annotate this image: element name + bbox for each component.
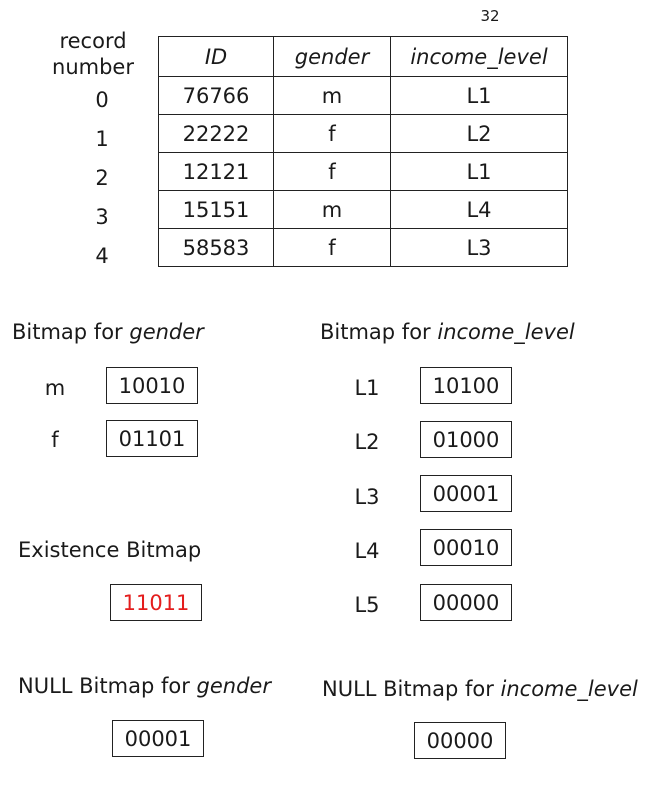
income-bitmap-title <box>320 320 575 344</box>
null-gender-bitmap-title-prefix: NULL Bitmap for <box>18 674 197 698</box>
gender-bitmap-title-prefix: Bitmap for <box>12 320 130 344</box>
cell-income-level: L1 <box>391 77 568 115</box>
table-row <box>159 229 568 267</box>
income-bitmap-box: 10100 <box>420 367 512 404</box>
income-bitmap-title-prefix: Bitmap for <box>320 320 438 344</box>
record-number-header-line2: number <box>52 55 134 79</box>
income-bitmap-box: 00010 <box>420 529 512 566</box>
cell-id: 12121 <box>159 153 274 191</box>
income-bitmap-box: 00001 <box>420 475 512 512</box>
record-number: 2 <box>95 166 109 190</box>
cell-id: 76766 <box>159 77 274 115</box>
record-number-header-line1: record <box>59 29 127 53</box>
gender-bitmap-title <box>12 320 204 344</box>
income-bitmap-key: L5 <box>354 593 380 617</box>
null-income-bitmap-title <box>322 677 638 701</box>
null-gender-bitmap-box: 00001 <box>112 720 204 757</box>
record-number-header <box>48 28 138 80</box>
cell-income-level: L2 <box>391 115 568 153</box>
cell-gender: f <box>274 115 391 153</box>
table-row <box>159 153 568 191</box>
income-bitmap-box: 00000 <box>420 584 512 621</box>
gender-bitmap-box: 01101 <box>106 420 198 457</box>
income-bitmap-key: L2 <box>354 430 380 454</box>
cell-id: 15151 <box>159 191 274 229</box>
cell-gender: m <box>274 77 391 115</box>
table-row <box>159 115 568 153</box>
column-header-income-level: income_level <box>391 37 568 77</box>
cell-id: 58583 <box>159 229 274 267</box>
gender-bitmap-title-attr: gender <box>129 320 204 344</box>
existence-bitmap-box: 11011 <box>110 584 202 621</box>
income-bitmap-key: L1 <box>354 376 380 400</box>
record-number: 0 <box>95 88 109 112</box>
null-income-bitmap-title-attr: income_level <box>500 677 638 701</box>
existence-bitmap-title: Existence Bitmap <box>18 538 202 562</box>
null-gender-bitmap-title-attr: gender <box>196 674 271 698</box>
column-header-id: ID <box>159 37 274 77</box>
gender-bitmap-key: m <box>44 376 66 400</box>
null-income-bitmap-box: 00000 <box>414 722 506 759</box>
cell-gender: m <box>274 191 391 229</box>
record-table <box>158 36 568 267</box>
cell-income-level: L3 <box>391 229 568 267</box>
income-bitmap-box: 01000 <box>420 421 512 458</box>
table-row <box>159 77 568 115</box>
cell-gender: f <box>274 229 391 267</box>
record-number: 3 <box>95 205 109 229</box>
table-row <box>159 191 568 229</box>
page-number: 32 <box>480 7 500 25</box>
table-header-row <box>159 37 568 77</box>
cell-income-level: L4 <box>391 191 568 229</box>
cell-id: 22222 <box>159 115 274 153</box>
income-bitmap-title-attr: income_level <box>437 320 575 344</box>
gender-bitmap-box: 10010 <box>106 367 198 404</box>
null-gender-bitmap-title <box>18 674 271 698</box>
column-header-gender: gender <box>274 37 391 77</box>
income-bitmap-key: L3 <box>354 485 380 509</box>
cell-income-level: L1 <box>391 153 568 191</box>
record-number: 4 <box>95 244 109 268</box>
null-income-bitmap-title-prefix: NULL Bitmap for <box>322 677 501 701</box>
record-number: 1 <box>95 127 109 151</box>
cell-gender: f <box>274 153 391 191</box>
income-bitmap-key: L4 <box>354 539 380 563</box>
gender-bitmap-key: f <box>51 428 59 452</box>
